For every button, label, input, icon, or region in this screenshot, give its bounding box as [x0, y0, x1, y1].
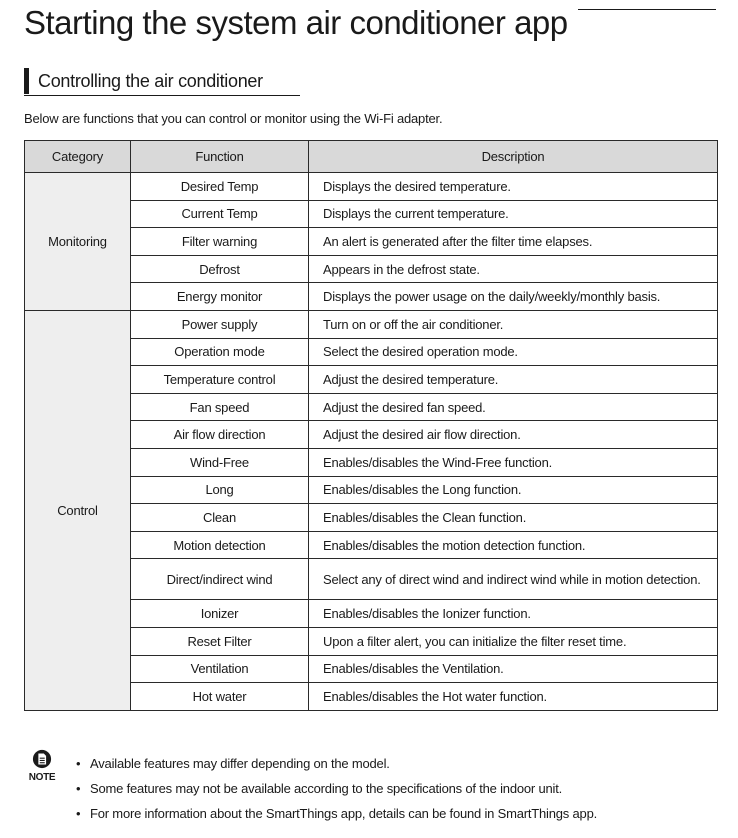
description-cell: Adjust the desired temperature.	[309, 366, 718, 394]
function-cell: Motion detection	[131, 531, 309, 559]
description-cell: Adjust the desired fan speed.	[309, 393, 718, 421]
function-cell: Hot water	[131, 683, 309, 711]
function-cell: Clean	[131, 504, 309, 532]
description-cell: Enables/disables the Clean function.	[309, 504, 718, 532]
note-block	[30, 749, 54, 783]
description-cell: Enables/disables the motion detection function.	[309, 531, 718, 559]
function-cell: Wind-Free	[131, 448, 309, 476]
description-cell: Enables/disables the Wind-Free function.	[309, 448, 718, 476]
function-cell: Power supply	[131, 310, 309, 338]
function-cell: Long	[131, 476, 309, 504]
note-label: NOTE	[28, 772, 56, 783]
description-cell: Displays the current temperature.	[309, 200, 718, 228]
function-cell: Defrost	[131, 255, 309, 283]
intro-text: Below are functions that you can control or monitor using the Wi-Fi adapter.	[24, 111, 443, 126]
list-item	[76, 756, 597, 781]
category-control: Control	[25, 310, 131, 710]
note-text: Available features may differ depending on the model.	[90, 756, 390, 771]
category-monitoring: Monitoring	[25, 173, 131, 311]
description-cell: Enables/disables the Ventilation.	[309, 655, 718, 683]
list-item	[76, 781, 597, 806]
description-cell: Enables/disables the Ionizer function.	[309, 600, 718, 628]
table-header-row	[25, 141, 718, 173]
description-cell: Turn on or off the air conditioner.	[309, 310, 718, 338]
table-row	[25, 310, 718, 338]
table-row	[25, 173, 718, 201]
description-cell: An alert is generated after the filter time elapses.	[309, 228, 718, 256]
bullet-icon: •	[76, 756, 81, 771]
section-marker	[24, 68, 29, 94]
note-text: Some features may not be available according to the specifications of the indoor unit.	[90, 781, 563, 796]
function-cell: Fan speed	[131, 393, 309, 421]
description-cell: Adjust the desired air flow direction.	[309, 421, 718, 449]
function-cell: Temperature control	[131, 366, 309, 394]
header-description: Description	[309, 141, 718, 173]
function-cell: Current Temp	[131, 200, 309, 228]
note-text: For more information about the SmartThings app, details can be found in SmartThings app.	[90, 806, 598, 821]
description-cell: Appears in the defrost state.	[309, 255, 718, 283]
section-rule	[24, 95, 300, 96]
title-rule	[578, 9, 716, 10]
function-cell: Energy monitor	[131, 283, 309, 311]
header-category: Category	[25, 141, 131, 173]
header-function: Function	[131, 141, 309, 173]
function-cell: Desired Temp	[131, 173, 309, 201]
description-cell: Select any of direct wind and indirect wind while in motion detection.	[309, 559, 718, 600]
bullet-icon: •	[76, 781, 81, 796]
note-icon	[31, 749, 53, 769]
section-heading	[24, 68, 263, 94]
function-cell: Direct/indirect wind	[131, 559, 309, 600]
description-cell: Enables/disables the Hot water function.	[309, 683, 718, 711]
function-table	[24, 140, 718, 711]
note-list	[76, 756, 597, 831]
description-cell: Displays the power usage on the daily/weekly/monthly basis.	[309, 283, 718, 311]
page-title: Starting the system air conditioner app	[24, 4, 568, 41]
function-cell: Air flow direction	[131, 421, 309, 449]
function-cell: Filter warning	[131, 228, 309, 256]
function-cell: Ionizer	[131, 600, 309, 628]
description-cell: Upon a filter alert, you can initialize the filter reset time.	[309, 627, 718, 655]
description-cell: Enables/disables the Long function.	[309, 476, 718, 504]
section-title: Controlling the air conditioner	[38, 70, 263, 91]
bullet-icon: •	[76, 806, 81, 821]
function-cell: Reset Filter	[131, 627, 309, 655]
function-cell: Operation mode	[131, 338, 309, 366]
description-cell: Displays the desired temperature.	[309, 173, 718, 201]
list-item	[76, 806, 597, 831]
function-cell: Ventilation	[131, 655, 309, 683]
description-cell: Select the desired operation mode.	[309, 338, 718, 366]
